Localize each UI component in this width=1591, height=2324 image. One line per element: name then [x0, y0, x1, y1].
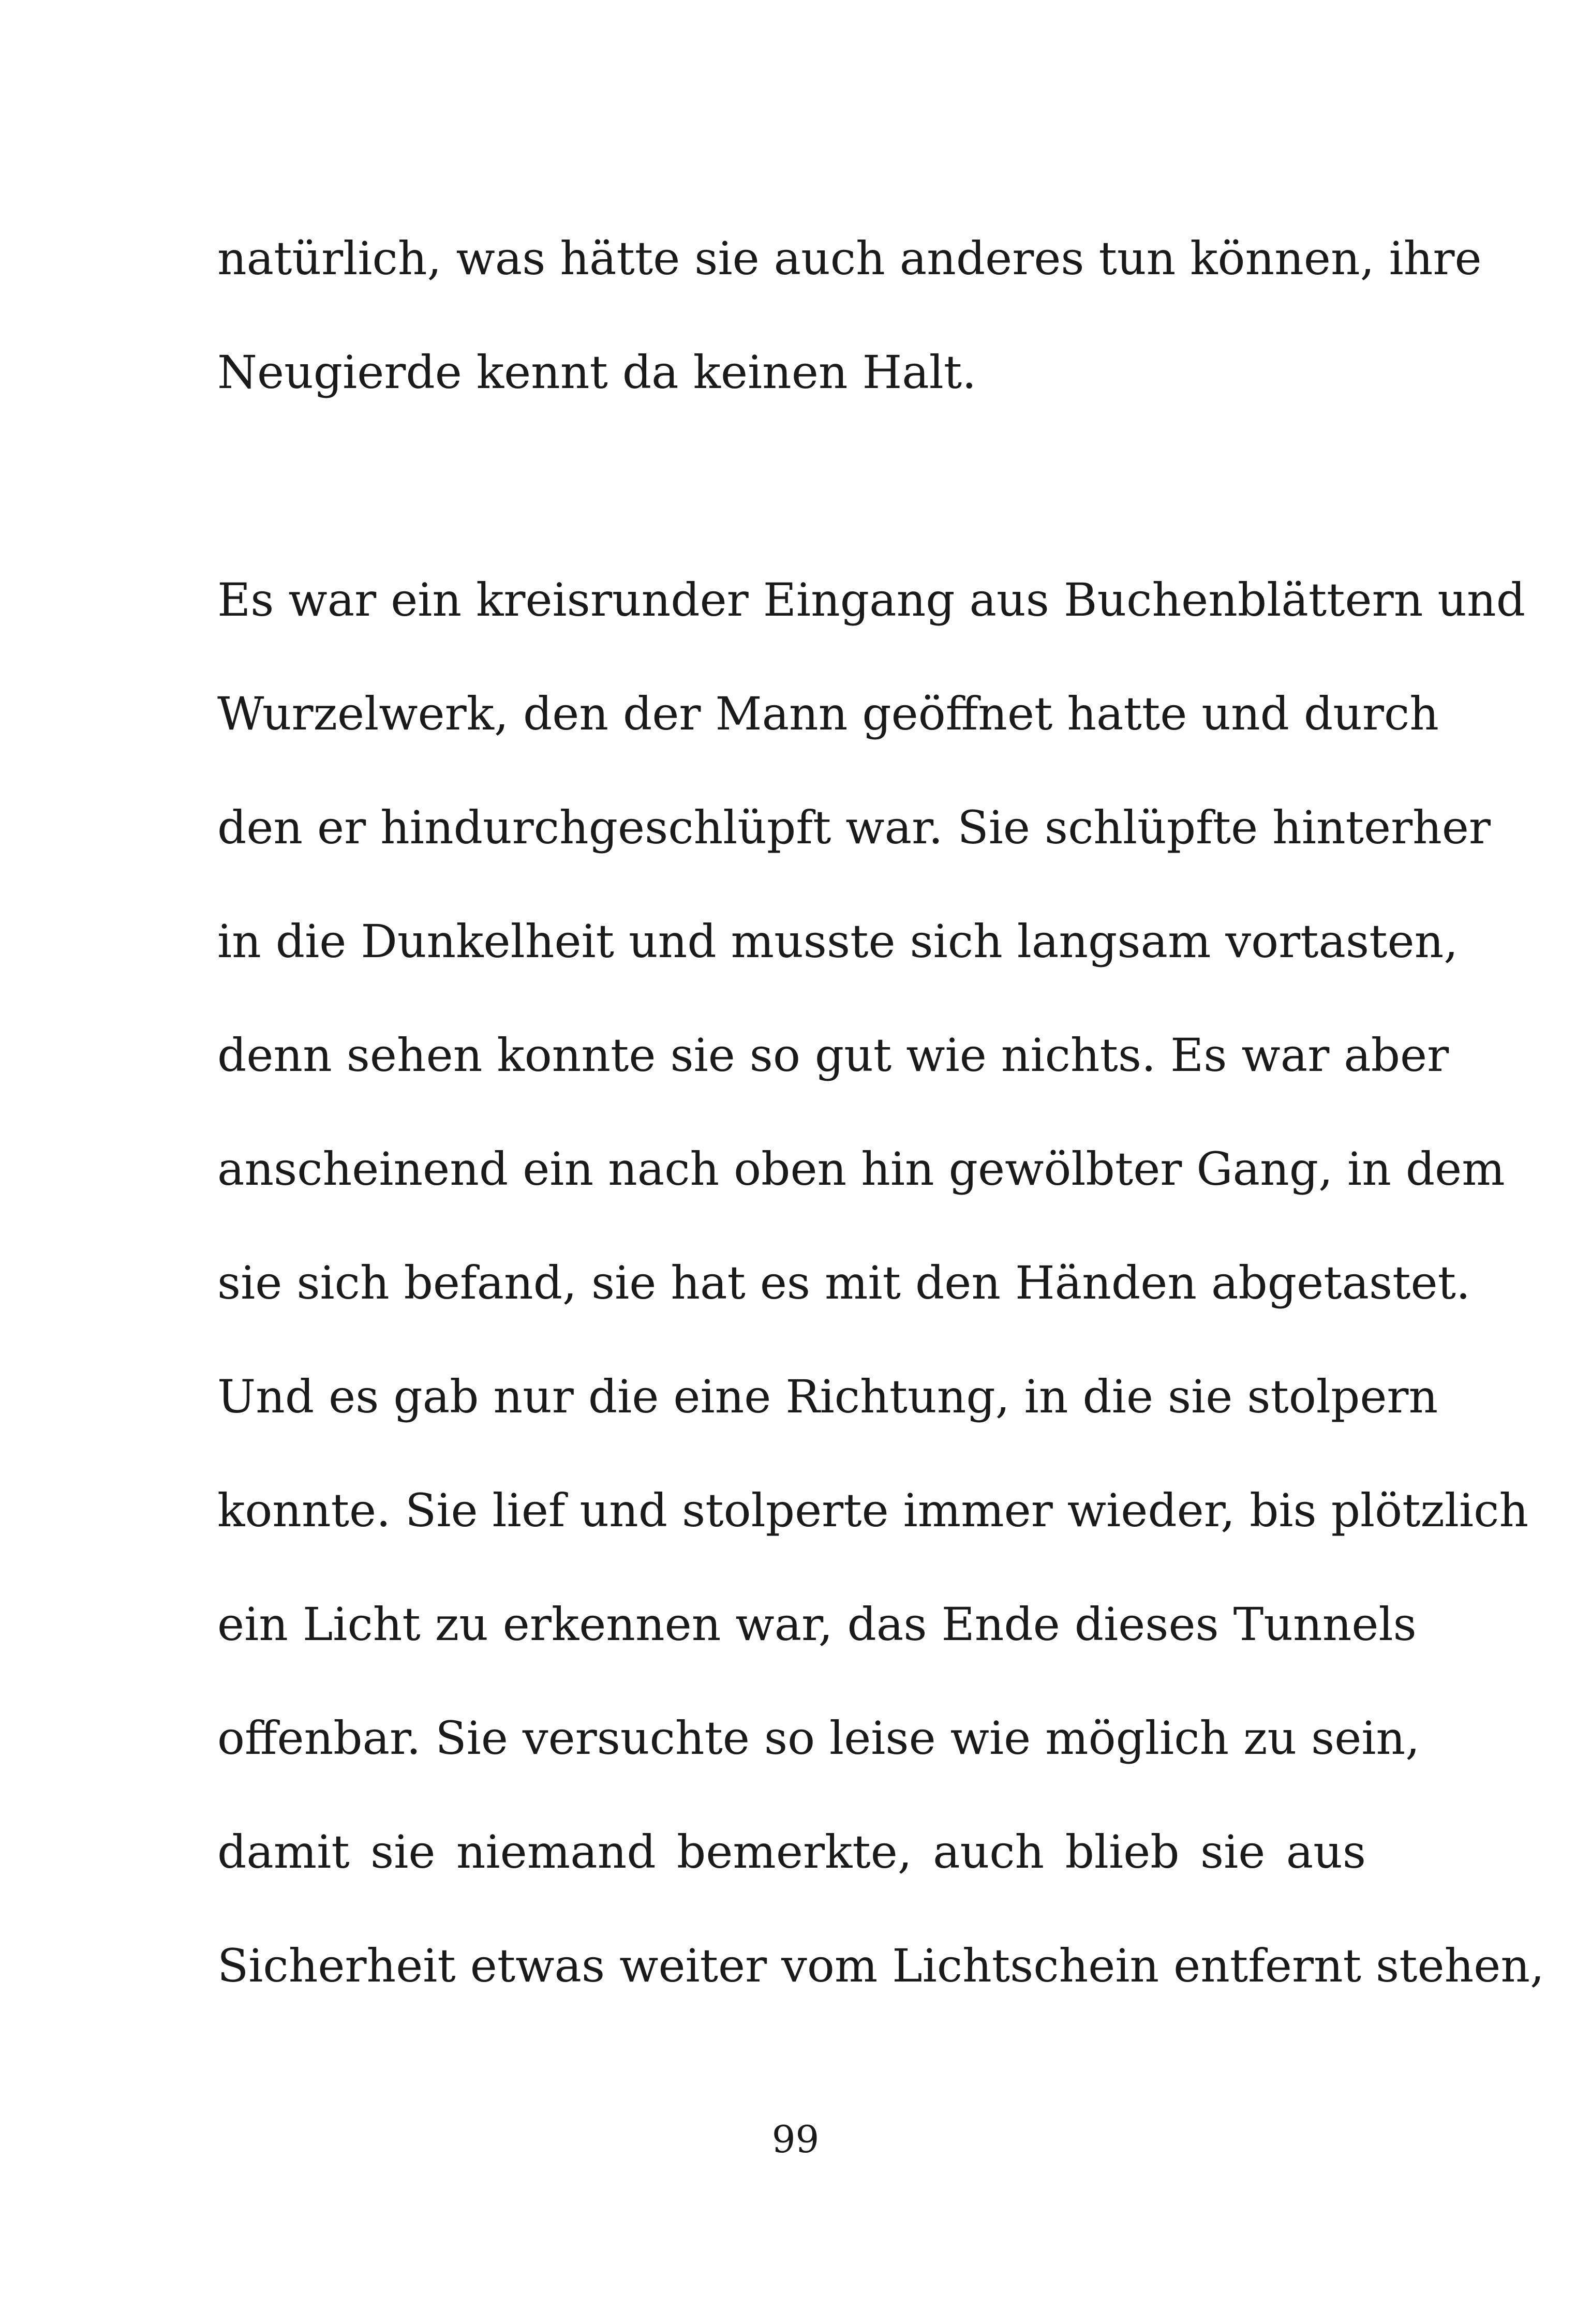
text-line: ein Licht zu erkennen war, das Ende dieses Tunnels: [217, 1598, 1417, 1651]
text-line: Neugierde kennt da keinen Halt.: [217, 346, 977, 399]
text-line: damit sie niemand bemerkte, auch blieb sie aus: [217, 1825, 1366, 1879]
page-number: 99: [771, 2118, 820, 2161]
text-line: sie sich befand, sie hat es mit den Händen abgetastet.: [217, 1256, 1470, 1309]
text-line: natürlich, was hätte sie auch anderes tun können, ihre: [217, 232, 1482, 285]
text-line: Es war ein kreisrunder Eingang aus Buchenblättern und: [217, 573, 1526, 627]
text-line: offenbar. Sie versuchte so leise wie möglich zu sein,: [217, 1711, 1420, 1765]
text-line: in die Dunkelheit und musste sich langsam vortasten,: [217, 915, 1459, 968]
text-line: anscheinend ein nach oben hin gewölbter Gang, in dem: [217, 1142, 1505, 1196]
text-line: Wurzelwerk, den der Mann geöffnet hatte und durch: [217, 687, 1439, 740]
text-line: den er hindurchgeschlüpft war. Sie schlüpfte hinterher: [217, 801, 1491, 854]
text-line: denn sehen konnte sie so gut wie nichts. Es war aber: [217, 1029, 1449, 1082]
text-line: konnte. Sie lief und stolperte immer wieder, bis plötzlich: [217, 1484, 1529, 1537]
text-line: Sicherheit etwas weiter vom Lichtschein entfernt stehen,: [217, 1939, 1545, 1992]
text-line: Und es gab nur die eine Richtung, in die sie stolpern: [217, 1370, 1438, 1423]
